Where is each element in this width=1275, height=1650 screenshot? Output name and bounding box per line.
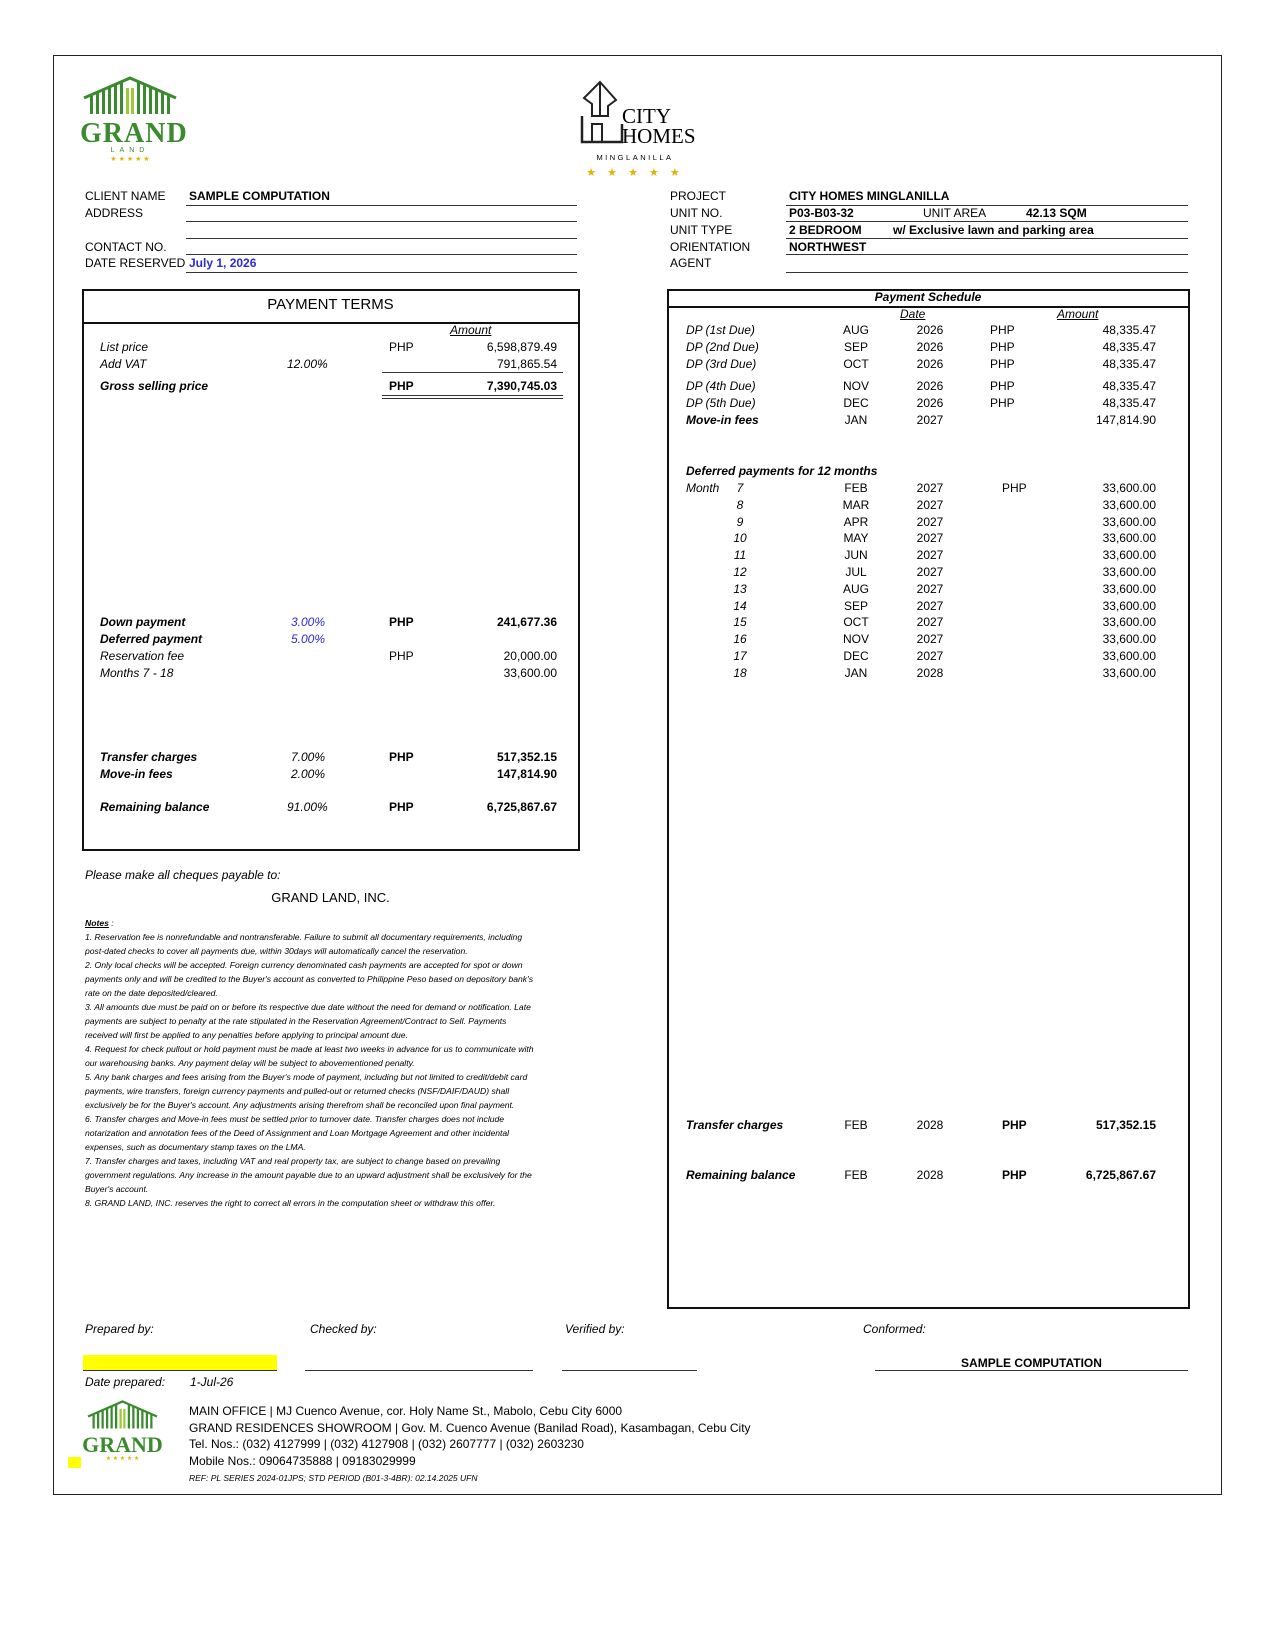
pt-amount-header: Amount <box>450 323 492 337</box>
note-line: our warehousing banks. Any payment delay will be subject to abovementioned penalty. <box>85 1058 415 1068</box>
dp-row-month: OCT <box>843 357 869 371</box>
conformed-label: Conformed: <box>863 1322 926 1336</box>
note-line: 1. Reservation fee is nonrefundable and nontransferable. Failure to submit all documentary requirements, including <box>85 932 523 942</box>
deferred-row-amount: 33,600.00 <box>1102 481 1156 495</box>
pt-down-pct: 3.00% <box>291 615 326 629</box>
deferred-row-amount: 33,600.00 <box>1102 649 1156 663</box>
date-reserved-label: DATE RESERVED <box>85 256 186 270</box>
deferred-row-year: 2027 <box>916 632 944 647</box>
deferred-row-month: SEP <box>843 598 868 613</box>
deferred-row-month: MAY <box>843 531 869 546</box>
pt-remaining-amount: 6,725,867.67 <box>486 800 557 814</box>
notes-section <box>85 916 534 1210</box>
dp-row-currency: PHP <box>990 379 1015 393</box>
deferred-row-month-number: 12 <box>733 565 747 579</box>
dp-row-label: DP (3rd Due) <box>686 357 757 371</box>
dp-row-year: 2026 <box>916 323 944 337</box>
client-name-value: SAMPLE COMPUTATION <box>189 189 330 203</box>
deferred-row-month-number: 16 <box>733 632 747 647</box>
pt-transfer-label: Transfer charges <box>100 750 198 764</box>
notes-list <box>85 930 534 1210</box>
dp-row-amount: 147,814.90 <box>1095 413 1156 427</box>
prepared-label: Prepared by: <box>85 1322 154 1336</box>
pt-months-label: Months 7 - 18 <box>100 666 174 680</box>
pt-down-amount: 241,677.36 <box>496 615 557 629</box>
grand-land-stars: ★ ★ ★ ★ ★ <box>110 156 150 163</box>
deferred-row-month-number: 13 <box>733 581 747 596</box>
ps-month-word: Month <box>686 481 720 495</box>
deferred-row-year: 2027 <box>916 548 944 563</box>
unit-no-underline <box>786 221 1188 222</box>
dp-row-year: 2027 <box>916 413 944 427</box>
dp-row-month: SEP <box>843 340 868 354</box>
dp-row-label: DP (1st Due) <box>686 323 755 337</box>
deferred-row-amount: 33,600.00 <box>1102 497 1156 512</box>
deferred-row-month: JAN <box>844 665 868 680</box>
conformed-name: SAMPLE COMPUTATION <box>961 1356 1102 1370</box>
checked-label: Checked by: <box>310 1322 377 1336</box>
ps-transfer-amount: 517,352.15 <box>1095 1118 1156 1132</box>
dp-row-amount: 48,335.47 <box>1102 357 1156 371</box>
note-line: payments, wire transfers, foreign currency payments and pulled-out or returned checks (NSF/DAIF/DAUD) shall <box>85 1086 510 1096</box>
unit-type-note: w/ Exclusive lawn and parking area <box>893 223 1094 237</box>
footer-line-2: GRAND RESIDENCES SHOWROOM | Gov. M. Cuenco Avenue (Banilad Road), Kasambagan, Cebu City <box>189 1421 751 1435</box>
deferred-row-year: 2028 <box>916 665 944 680</box>
note-line: payments only and will be credited to the Buyer's account as converted to Philippine Peso based on depository bank's <box>85 974 534 984</box>
agent-label: AGENT <box>670 256 712 270</box>
pt-gross-amount: 7,390,745.03 <box>486 379 557 393</box>
date-reserved-value: July 1, 2026 <box>189 256 257 270</box>
dp-row-year: 2026 <box>916 396 944 410</box>
dp-row-year: 2026 <box>916 379 944 393</box>
pt-list-price-amount: 6,598,879.49 <box>486 340 557 354</box>
city-homes-logo <box>580 80 700 180</box>
deferred-row-month-number: 15 <box>733 615 747 630</box>
note-line: payments are subject to penalty at the rate stipulated in the Reservation Agreement/Contract to Sell. Payments <box>85 1016 507 1026</box>
footer-line-1: MAIN OFFICE | MJ Cuenco Avenue, cor. Holy Name St., Mabolo, Cebu City 6000 <box>189 1404 623 1418</box>
deferred-row-year: 2027 <box>916 497 944 512</box>
orientation-value: NORTHWEST <box>789 240 867 254</box>
grand-land-wordmark: GRAND <box>80 118 188 149</box>
deferred-row-amount: 33,600.00 <box>1102 565 1156 579</box>
footer-line-3: Tel. Nos.: (032) 4127999 | (032) 4127908 | (032) 2607777 | (032) 2603230 <box>189 1437 584 1451</box>
pt-vat-label: Add VAT <box>100 357 147 371</box>
deferred-row-month-number: 9 <box>736 514 744 529</box>
ps-remaining-amount: 6,725,867.67 <box>1085 1168 1156 1182</box>
pt-movein-pct: 2.00% <box>291 767 326 781</box>
deferred-row-month: NOV <box>842 632 869 647</box>
deferred-row-month: MAR <box>842 497 870 512</box>
note-line: 2. Only local checks will be accepted. Foreign currency denominated cash payments are accepted for spot or down <box>85 960 523 970</box>
grand-land-house-icon <box>80 76 180 116</box>
deferred-row-year: 2027 <box>916 581 944 596</box>
unit-area-label: UNIT AREA <box>923 206 987 220</box>
agent-underline <box>786 272 1188 273</box>
notes-title: Notes <box>85 918 109 928</box>
deferred-row-amount: 33,600.00 <box>1102 615 1156 630</box>
deferred-row-year: 2027 <box>916 481 944 495</box>
dp-row-amount: 48,335.47 <box>1102 323 1156 337</box>
footer-grand-land-house-icon <box>80 1400 165 1430</box>
ps-transfer-cur: PHP <box>1002 1118 1027 1132</box>
note-line: 7. Transfer charges and taxes, including VAT and real property tax, are subject to change based on prevailing <box>85 1156 501 1166</box>
deferred-row-year: 2027 <box>916 598 944 613</box>
payment-terms-title: PAYMENT TERMS <box>267 296 394 313</box>
dp-row-month: JAN <box>844 413 868 427</box>
contact-label: CONTACT NO. <box>85 240 167 254</box>
city-homes-stars: ★ ★ ★ ★ ★ <box>586 167 684 179</box>
note-line: Buyer's account. <box>85 1184 149 1194</box>
deferred-row-month-number: 18 <box>733 665 747 680</box>
note-line: rate on the date deposited/cleared. <box>85 988 218 998</box>
pt-reservation-amount: 20,000.00 <box>503 649 557 663</box>
date-reserved-underline <box>186 272 577 273</box>
ps-date-header: Date <box>900 307 926 321</box>
note-line: exclusively be for the Buyer's account. Any adjustments arising therefrom shall be reconciled upon final payment. <box>85 1100 515 1110</box>
address-label: ADDRESS <box>85 206 144 220</box>
pt-remaining-pct: 91.00% <box>287 800 328 814</box>
ps-remaining-year: 2028 <box>916 1168 944 1182</box>
dp-row-label: DP (2nd Due) <box>686 340 759 354</box>
deferred-row-month: FEB <box>844 481 868 495</box>
address-underline-2 <box>186 238 577 239</box>
client-name-underline <box>186 205 577 206</box>
dp-row-currency: PHP <box>990 323 1015 337</box>
orientation-label: ORIENTATION <box>670 240 751 254</box>
pt-transfer-cur: PHP <box>389 750 414 764</box>
deferred-row-month-number: 11 <box>733 548 747 563</box>
city-homes-line2: HOMES <box>622 124 696 148</box>
dp-row-year: 2026 <box>916 357 944 371</box>
deferred-row-month: OCT <box>843 615 869 630</box>
date-prepared-label: Date prepared: <box>85 1375 166 1389</box>
pt-movein-amount: 147,814.90 <box>496 767 557 781</box>
footer-line-4: Mobile Nos.: 09064735888 | 09183029999 <box>189 1454 416 1468</box>
deferred-row-amount: 33,600.00 <box>1102 531 1156 546</box>
footer-grand-land-stars: ★ ★ ★ ★ ★ <box>105 1456 140 1462</box>
ps-remaining-label: Remaining balance <box>686 1168 796 1182</box>
payment-schedule-box <box>667 289 1190 1309</box>
checked-signature-line <box>305 1370 533 1371</box>
dp-row-year: 2026 <box>916 340 944 354</box>
ps-remaining-month: FEB <box>844 1168 868 1182</box>
payable-to-text: Please make all cheques payable to: <box>85 868 281 882</box>
ps-deferred-title: Deferred payments for 12 months <box>686 464 878 478</box>
dp-row-label: Move-in fees <box>686 413 759 427</box>
pt-months-amount: 33,600.00 <box>503 666 557 680</box>
pt-transfer-amount: 517,352.15 <box>496 750 557 764</box>
payable-company: GRAND LAND, INC. <box>271 890 390 905</box>
deferred-row-year: 2027 <box>916 531 944 546</box>
deferred-row-year: 2027 <box>916 649 944 663</box>
note-line: post-dated checks to cover all payments due, within 30days will automatically cancel the reservation. <box>85 946 468 956</box>
unit-type-label: UNIT TYPE <box>670 223 733 237</box>
unit-type-underline <box>786 238 1188 239</box>
deferred-row-year: 2027 <box>916 514 944 529</box>
city-homes-line1: CITY <box>622 104 671 128</box>
footer-highlight-marker <box>68 1457 81 1468</box>
pt-deferred-label: Deferred payment <box>100 632 203 646</box>
date-prepared-value: 1-Jul-26 <box>190 1375 234 1389</box>
pt-remaining-cur: PHP <box>389 800 414 814</box>
ps-amount-header: Amount <box>1057 307 1099 321</box>
project-label: PROJECT <box>670 189 727 203</box>
deferred-row-month: JUL <box>845 565 867 579</box>
ps-transfer-month: FEB <box>844 1118 868 1132</box>
deferred-row-year: 2027 <box>916 565 944 579</box>
deferred-row-amount: 33,600.00 <box>1102 598 1156 613</box>
deferred-row-month: APR <box>843 514 869 529</box>
deferred-row-amount: 33,600.00 <box>1102 514 1156 529</box>
dp-row-month: AUG <box>842 323 869 337</box>
dp-row-label: DP (4th Due) <box>686 379 756 393</box>
ps-transfer-label: Transfer charges <box>686 1118 784 1132</box>
deferred-row-month: AUG <box>842 581 869 596</box>
pt-list-price-cur: PHP <box>389 340 414 354</box>
pt-deferred-pct: 5.00% <box>291 632 326 646</box>
dp-row-month: DEC <box>843 396 869 410</box>
payment-schedule-title: Payment Schedule <box>874 290 982 304</box>
deferred-row-amount: 33,600.00 <box>1102 665 1156 680</box>
note-line: 8. GRAND LAND, INC. reserves the right to correct all errors in the computation sheet or withdraw this offer. <box>85 1198 496 1208</box>
dp-row-amount: 48,335.47 <box>1102 396 1156 410</box>
pt-reservation-cur: PHP <box>389 649 414 663</box>
unit-type-value: 2 BEDROOM <box>789 223 862 237</box>
client-name-label: CLIENT NAME <box>85 189 166 203</box>
address-underline-1 <box>186 221 577 222</box>
verified-signature-line <box>562 1370 697 1371</box>
pt-vat-pct: 12.00% <box>287 357 328 371</box>
pt-vat-amount: 791,865.54 <box>496 357 557 371</box>
footer-grand-land-wordmark: GRAND <box>82 1432 163 1457</box>
deferred-row-month-number: 17 <box>733 649 747 663</box>
pt-remaining-label: Remaining balance <box>100 800 210 814</box>
ps-transfer-year: 2028 <box>916 1118 944 1132</box>
note-line: government regulations. Any increase in the amount payable due to an upward adjustment shall be exclusively for the <box>85 1170 532 1180</box>
note-line: 6. Transfer charges and Move-in fees must be settled prior to turnover date. Transfer charges does not include <box>85 1114 505 1124</box>
orientation-underline <box>786 254 1188 255</box>
unit-area-value: 42.13 SQM <box>1026 206 1087 220</box>
prepared-signature-line <box>83 1370 277 1371</box>
pt-vat-underline <box>382 372 563 373</box>
note-line: notarization and annotation fees of the Deed of Assignment and Loan Mortgage Agreement and other incidental <box>85 1128 510 1138</box>
dp-row-label: DP (5th Due) <box>686 396 756 410</box>
project-value: CITY HOMES MINGLANILLA <box>789 189 950 203</box>
pt-movein-label: Move-in fees <box>100 767 173 781</box>
notes-colon: : <box>108 918 114 928</box>
deferred-row-month: DEC <box>843 649 869 663</box>
unit-no-label: UNIT NO. <box>670 206 723 220</box>
contact-underline <box>186 254 577 255</box>
grand-land-sub: LAND <box>110 147 150 154</box>
note-line: 5. Any bank charges and fees arising from the Buyer's mode of payment, including but not limited to credit/debit card <box>85 1072 528 1082</box>
deferred-row-amount: 33,600.00 <box>1102 548 1156 563</box>
note-line: received will first be applied to any penalties before applying to principal amount due. <box>85 1030 408 1040</box>
city-homes-tree-icon <box>580 80 624 146</box>
city-homes-sub: MINGLANILLA <box>596 153 674 162</box>
footer-grand-land-logo <box>80 1400 165 1462</box>
deferred-row-amount: 33,600.00 <box>1102 581 1156 596</box>
deferred-row-amount: 33,600.00 <box>1102 632 1156 647</box>
grand-land-logo <box>80 76 188 163</box>
deferred-row-month-number: 7 <box>736 481 744 495</box>
pt-gross-double-underline-1 <box>382 395 563 396</box>
footer-reference: REF: PL SERIES 2024-01JPS; STD PERIOD (B01-3-4BR): 02.14.2025 UFN <box>189 1473 478 1483</box>
payment-terms-title-divider <box>82 322 579 324</box>
dp-row-currency: PHP <box>990 340 1015 354</box>
dp-row-currency: PHP <box>990 396 1015 410</box>
pt-gross-label: Gross selling price <box>100 379 209 393</box>
dp-row-amount: 48,335.47 <box>1102 379 1156 393</box>
pt-reservation-label: Reservation fee <box>100 649 185 663</box>
note-line: 3. All amounts due must be paid on or before its respective due date without the need for demand or notification. Late <box>85 1002 531 1012</box>
ps-remaining-cur: PHP <box>1002 1168 1027 1182</box>
deferred-row-month: JUN <box>844 548 868 563</box>
pt-gross-cur: PHP <box>389 379 414 393</box>
deferred-row-currency: PHP <box>1002 481 1027 495</box>
pt-down-label: Down payment <box>100 615 186 629</box>
payment-schedule-title-divider <box>667 306 1189 308</box>
note-line: expenses, such as documentary stamp taxes on the LMA. <box>85 1142 306 1152</box>
conformed-signature-line <box>875 1370 1188 1371</box>
pt-transfer-pct: 7.00% <box>291 750 326 764</box>
unit-no-value: P03-B03-32 <box>789 206 854 220</box>
pt-down-cur: PHP <box>389 615 414 629</box>
deferred-row-month-number: 14 <box>733 598 747 613</box>
dp-row-currency: PHP <box>990 357 1015 371</box>
note-line: 4. Request for check pullout or hold payment must be made at least two weeks in advance for us to communicate with <box>85 1044 534 1054</box>
deferred-row-month-number: 10 <box>733 531 747 546</box>
dp-row-amount: 48,335.47 <box>1102 340 1156 354</box>
deferred-row-month-number: 8 <box>736 497 744 512</box>
pt-list-price-label: List price <box>100 340 149 354</box>
pt-gross-double-underline-2 <box>382 398 563 399</box>
deferred-row-year: 2027 <box>916 615 944 630</box>
verified-label: Verified by: <box>565 1322 625 1336</box>
prepared-signature-field[interactable] <box>83 1355 277 1370</box>
dp-row-month: NOV <box>842 379 869 393</box>
